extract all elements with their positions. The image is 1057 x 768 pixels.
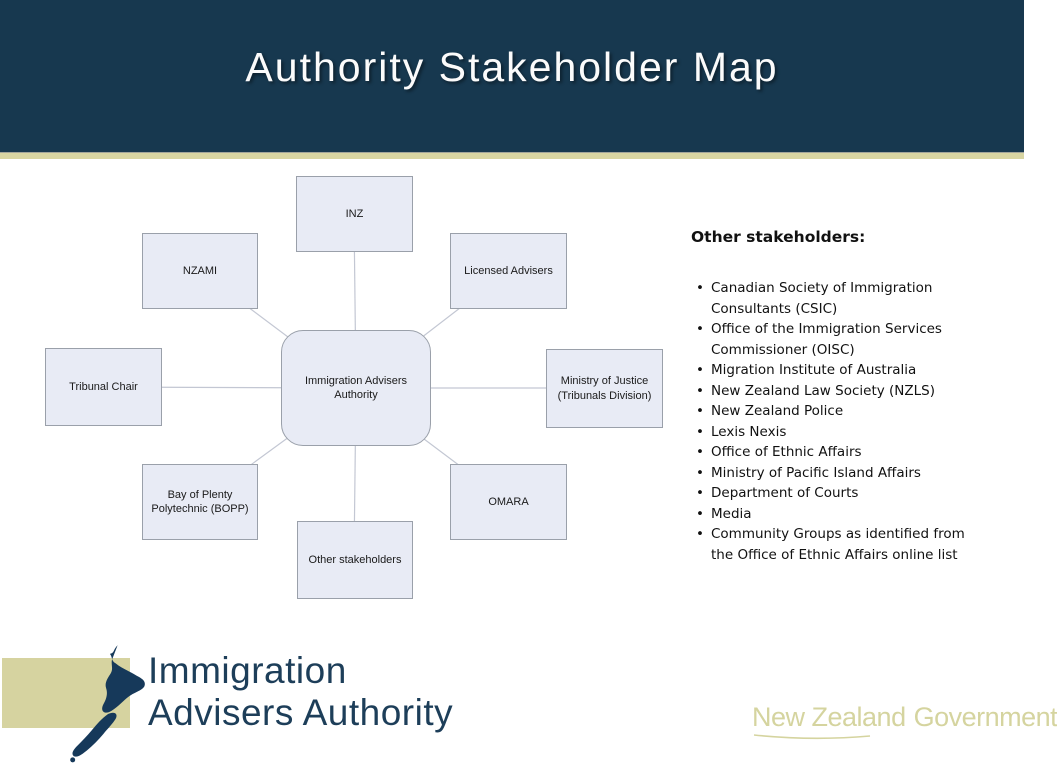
- node-immigration-advisers-authority: Immigration Advisers Authority: [281, 330, 431, 446]
- panel-heading: Other stakeholders:: [691, 228, 866, 246]
- other-stakeholders-panel: [691, 228, 991, 565]
- list-item: • Department of Courts: [691, 483, 991, 504]
- list-item: • Ministry of Pacific Island Affairs: [691, 463, 991, 484]
- node-tribunal-chair: Tribunal Chair: [45, 348, 162, 426]
- nz-government-logo: [752, 702, 1057, 733]
- list-item: • Lexis Nexis: [691, 422, 991, 443]
- nz-government-underline: [752, 733, 872, 741]
- iaa-logo-line2: Advisers Authority: [148, 692, 454, 733]
- node-other-stakeholders: Other stakeholders: [297, 521, 413, 599]
- list-item: • Office of Ethnic Affairs: [691, 442, 991, 463]
- list-item: • Office of the Immigration Services Commissioner (OISC): [691, 319, 991, 360]
- slide-title: Authority Stakeholder Map: [245, 44, 779, 90]
- node-ministry-of-justice: Ministry of Justice (Tribunals Division): [546, 349, 663, 428]
- list-item: • New Zealand Law Society (NZLS): [691, 381, 991, 402]
- list-item: • Migration Institute of Australia: [691, 360, 991, 381]
- slide-header: [0, 0, 1024, 153]
- new-zealand-map-icon: [66, 644, 152, 764]
- node-omara: OMARA: [450, 464, 567, 540]
- stakeholder-list: [691, 278, 991, 565]
- list-item: • Community Groups as identified from the Office of Ethnic Affairs online list: [691, 524, 991, 565]
- node-licensed-advisers: Licensed Advisers: [450, 233, 567, 309]
- nz-government-logo-government: Government: [913, 702, 1057, 732]
- nz-government-logo-newzealand: New Zealand: [752, 702, 906, 732]
- iaa-logo-line1: Immigration: [148, 650, 347, 691]
- list-item: • New Zealand Police: [691, 401, 991, 422]
- list-item: • Canadian Society of Immigration Consultants (CSIC): [691, 278, 991, 319]
- accent-bar: [0, 153, 1024, 159]
- node-bay-of-plenty-polytechnic: Bay of Plenty Polytechnic (BOPP): [142, 464, 258, 540]
- iaa-logo-text: [148, 650, 568, 734]
- list-item: • Media: [691, 504, 991, 525]
- node-inz: INZ: [296, 176, 413, 252]
- node-nzami: NZAMI: [142, 233, 258, 309]
